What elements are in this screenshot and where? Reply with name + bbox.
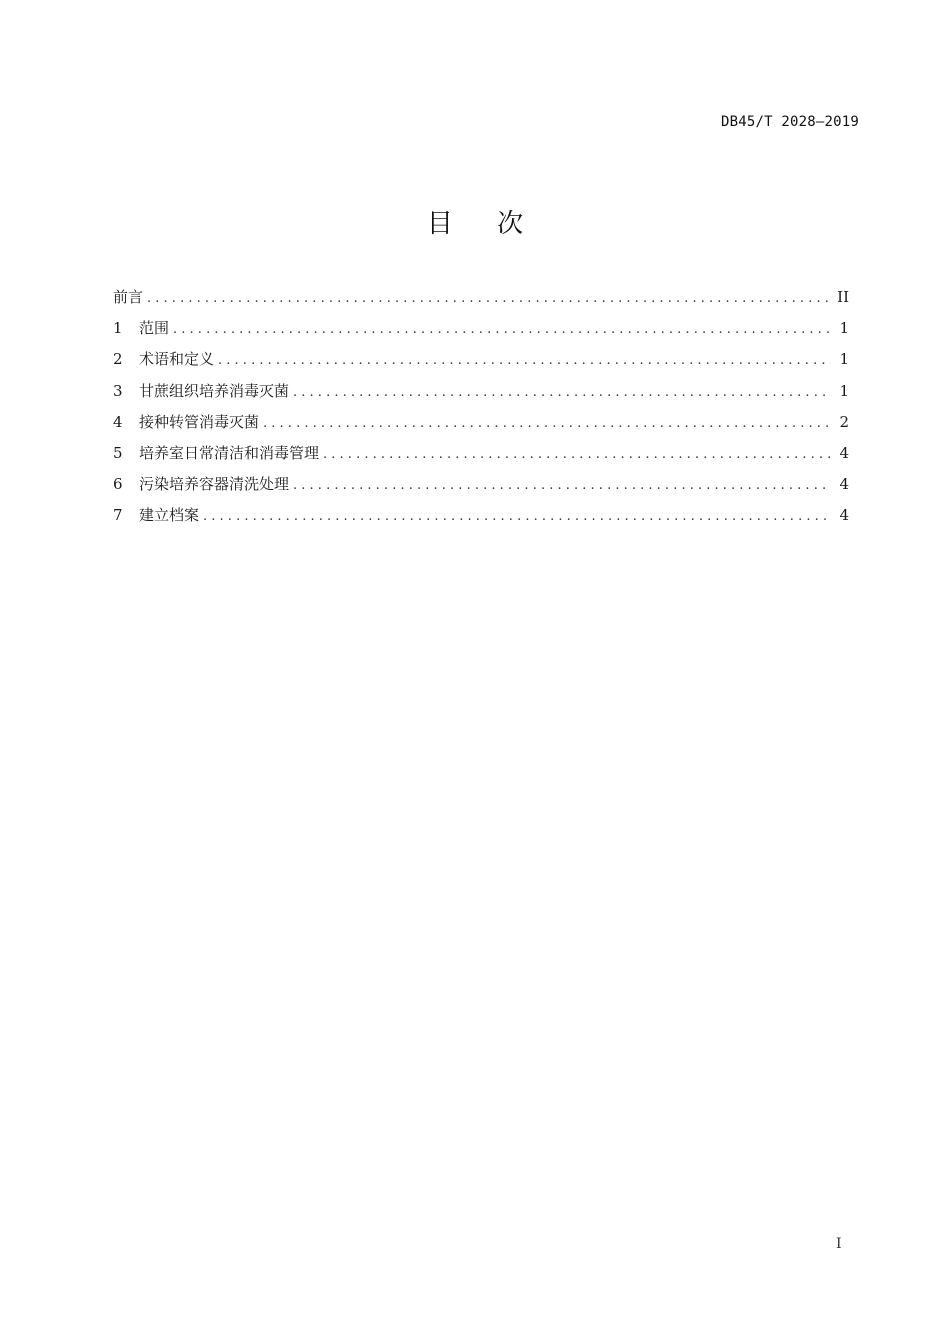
toc-entry-3[interactable] [113,380,849,411]
toc-entry-number: 3 [113,381,123,400]
toc-entry-7[interactable] [113,504,849,535]
toc-entry-6[interactable] [113,473,849,504]
toc-entry-foreword[interactable] [113,286,849,317]
toc-entry-number: 4 [113,412,123,431]
toc-leader-dots [293,382,831,404]
toc-entry-title: 范围 [139,319,170,338]
toc-entry-page: 1 [839,350,849,369]
toc-entry-5[interactable] [113,442,849,473]
toc-list [113,286,849,536]
toc-entry-number: 7 [113,506,123,525]
toc-leader-dots [147,288,831,310]
toc-entry-page: 2 [839,412,849,431]
toc-entry-title: 前言 [113,288,144,306]
toc-entry-number: 5 [113,443,123,462]
toc-entry-title: 培养室日常清洁和消毒管理 [139,443,320,462]
toc-entry-2[interactable] [113,348,849,379]
toc-leader-dots [203,506,831,528]
toc-entry-number: 1 [113,319,123,338]
toc-entry-title: 污染培养容器清洗处理 [139,475,290,494]
toc-entry-page: 4 [839,475,849,494]
toc-entry-title: 术语和定义 [139,350,215,369]
toc-leader-dots [323,444,831,466]
toc-leader-dots [173,319,831,341]
toc-title-char-2: 次 [497,209,524,239]
toc-entry-page: 4 [839,443,849,462]
toc-entry-page: 1 [839,319,849,338]
toc-leader-dots [218,350,831,372]
toc-entry-number: 2 [113,350,123,369]
toc-entry-title: 接种转管消毒灭菌 [139,412,260,431]
toc-title [0,203,950,240]
toc-entry-4[interactable] [113,411,849,442]
toc-entry-page: 1 [839,381,849,400]
page-number: I [836,1236,842,1252]
toc-leader-dots [293,475,831,497]
toc-entry-title: 建立档案 [139,506,200,525]
toc-title-char-1: 目 [426,209,453,239]
toc-leader-dots [263,413,831,435]
toc-entry-page: II [837,288,849,306]
toc-entry-page: 4 [839,506,849,525]
toc-entry-number: 6 [113,475,123,494]
toc-entry-title: 甘蔗组织培养消毒灭菌 [139,381,290,400]
document-code: DB45/T 2028—2019 [720,114,859,130]
toc-entry-1[interactable] [113,317,849,348]
